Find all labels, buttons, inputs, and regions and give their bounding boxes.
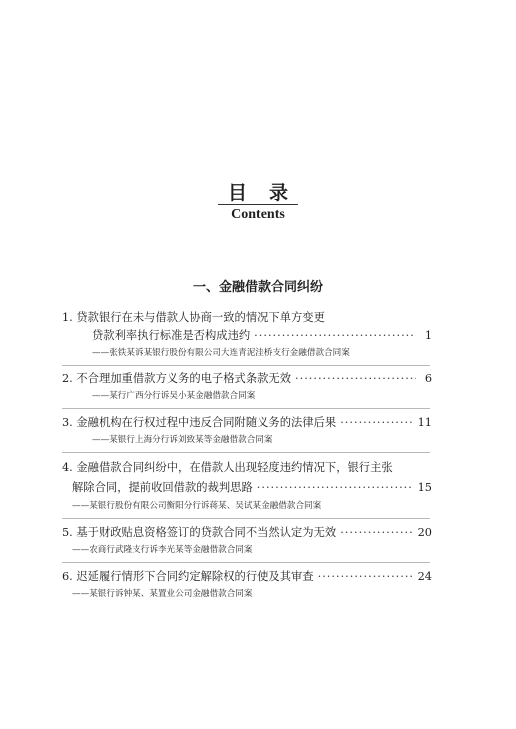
dot-leader (257, 480, 414, 496)
page-number: 11 (417, 416, 432, 429)
entry-title-line-leader (62, 371, 432, 387)
entry-title-line: 5. 基于财政贴息资格签订的贷款合同不当然认定为无效 (62, 526, 337, 539)
entry-divider (62, 562, 430, 563)
section-title: 一、金融借款合同纠纷 (192, 280, 323, 295)
dot-leader (340, 525, 413, 541)
case-subtitle: ——某银行股份有限公司衡阳分行诉蒋某、吴试某金融借款合同案 (72, 501, 322, 511)
case-subtitle: ——张铁某诉某银行股份有限公司大连青泥洼桥支行金融借款合同案 (92, 348, 350, 358)
entry-title-line-leader (72, 480, 432, 496)
heading-divider (218, 204, 298, 205)
entry-title-line-leader (62, 525, 432, 541)
case-subtitle: ——某银行上海分行诉刘致某等金融借款合同案 (92, 435, 273, 445)
entry-divider (62, 365, 430, 366)
heading-english: Contents (231, 207, 285, 222)
page-number: 20 (417, 526, 432, 539)
page-number: 24 (417, 570, 432, 583)
entry-divider (62, 518, 430, 519)
case-subtitle: ——某行广西分行诉吴小某金融借款合同案 (92, 391, 256, 401)
page-number: 6 (424, 372, 432, 385)
entry-title-line: 2. 不合理加重借款方义务的电子格式条款无效 (62, 372, 292, 385)
entry-title-line: 1. 贷款银行在未与借款人协商一致的情况下单方变更 (62, 311, 325, 324)
dot-leader (254, 328, 416, 344)
entry-divider (62, 452, 430, 453)
dot-leader (295, 371, 416, 387)
entry-divider (62, 408, 430, 409)
page-number: 1 (424, 329, 432, 342)
case-subtitle: ——某银行诉钟某、某置业公司金融借款合同案 (72, 589, 253, 599)
dot-leader (340, 415, 413, 431)
entry-title-line: 贷款利率执行标准是否构成违约 (92, 329, 251, 342)
entry-title-line: 解除合同，提前收回借款的裁判思路 (72, 481, 253, 494)
page-number: 15 (417, 481, 432, 494)
heading-chinese: 目录 (227, 182, 310, 204)
case-subtitle: ——农商行武隆支行诉李光某等金融借款合同案 (72, 545, 253, 555)
entry-title-line-leader (62, 415, 432, 431)
entry-title-line-leader (92, 328, 432, 344)
entry-title-line: 3. 金融机构在行权过程中违反合同附随义务的法律后果 (62, 416, 337, 429)
entry-title-line-leader (62, 569, 432, 585)
dot-leader (318, 569, 414, 585)
entry-title-line: 6. 迟延履行情形下合同约定解除权的行使及其审查 (62, 570, 314, 583)
entry-title-line: 4. 金融借款合同纠纷中，在借款人出现轻度违约情况下，银行主张 (62, 461, 393, 474)
